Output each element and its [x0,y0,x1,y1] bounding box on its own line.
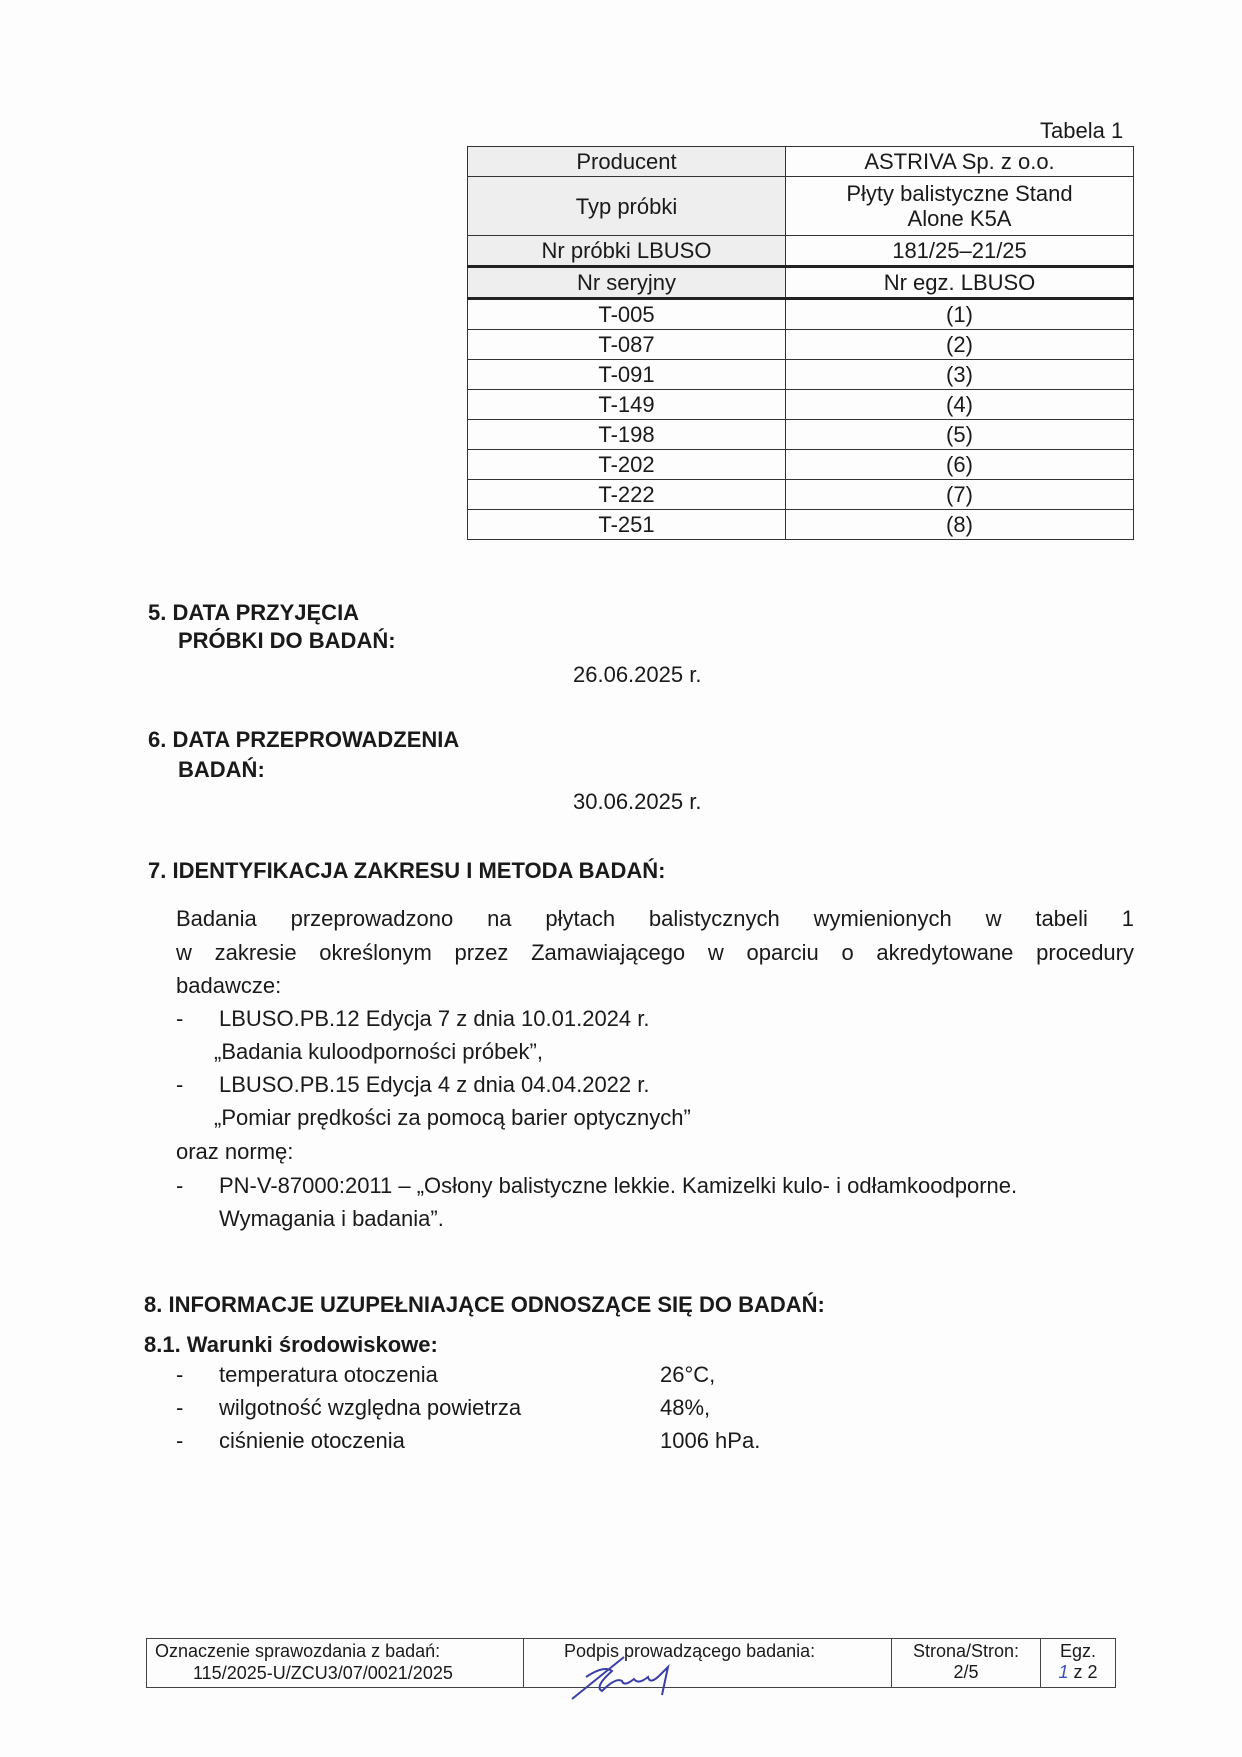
s7-item2-desc: „Pomiar prędkości za pomocą barier optycznych” [214,1105,691,1130]
s5-value: 26.06.2025 r. [573,662,702,687]
s7-oraz: oraz normę: [176,1139,294,1164]
dash: - [176,1072,184,1097]
egz-cell: (7) [786,480,1134,510]
s7-item1-desc: „Badania kuloodporności próbek”, [214,1039,543,1064]
serial-cell: T-005 [468,299,786,330]
typ-value: Płyty balistyczne Stand Alone K5A [786,177,1134,236]
egz-cell: (8) [786,510,1134,540]
s7-item1: LBUSO.PB.12 Edycja 7 z dnia 10.01.2024 r. [219,1006,650,1031]
s6-title-2: BADAŃ: [178,757,265,782]
egz-cell: (4) [786,390,1134,420]
dash: - [176,1006,184,1031]
col-header-egz: Nr egz. LBUSO [786,267,1134,299]
report-label: Oznaczenie sprawozdania z badań: [155,1641,441,1661]
egz-cell: (3) [786,360,1134,390]
report-number: 115/2025-U/ZCU3/07/0021/2025 [193,1663,453,1683]
producent-label: Producent [468,147,786,177]
copy-label: Egz. [1059,1641,1097,1661]
s5-title-2: PRÓBKI DO BADAŃ: [178,628,396,653]
serial-cell: T-251 [468,510,786,540]
egz-cell: (2) [786,330,1134,360]
footer-box [146,1638,1116,1688]
table-row [468,299,1134,330]
serial-cell: T-087 [468,330,786,360]
s5-title: 5. DATA PRZYJĘCIA [148,600,360,625]
s7-p1: Badania przeprowadzono na płytach balistycznych wymienionych w tabeli 1 [176,906,1134,931]
serial-cell: T-091 [468,360,786,390]
nr-probki-value: 181/25–21/25 [786,236,1134,267]
s7-p3: badawcze: [176,973,282,998]
table-caption: Tabela 1 [1040,118,1124,143]
s7-title: 7. IDENTYFIKACJA ZAKRESU I METODA BADAŃ: [148,858,666,883]
serial-cell: T-198 [468,420,786,450]
condition-label: ciśnienie otoczenia [219,1428,405,1453]
condition-value: 48%, [660,1395,711,1420]
typ-label: Typ próbki [468,177,786,236]
s8-subtitle: 8.1. Warunki środowiskowe: [144,1332,438,1357]
signature-label: Podpis prowadzącego badania: [564,1641,816,1661]
table-row [468,480,1134,510]
table-row [468,420,1134,450]
dash: - [176,1428,184,1453]
serial-cell: T-202 [468,450,786,480]
table-row [468,360,1134,390]
egz-cell: (6) [786,450,1134,480]
condition-label: wilgotność względna powietrza [219,1395,522,1420]
page-number: 2/5 [953,1662,979,1682]
nr-probki-label: Nr próbki LBUSO [468,236,786,267]
serial-cell: T-149 [468,390,786,420]
dash: - [176,1173,184,1198]
egz-cell: (5) [786,420,1134,450]
table-row [468,330,1134,360]
table-row [468,390,1134,420]
egz-cell: (1) [786,299,1134,330]
dash: - [176,1395,184,1420]
producent-value: ASTRIVA Sp. z o.o. [786,147,1134,177]
condition-value: 1006 hPa. [660,1428,761,1453]
signature-image [564,1647,694,1707]
s7-item3-desc: Wymagania i badania”. [219,1206,444,1231]
condition-value: 26°C, [660,1362,716,1387]
copy-number: 1 [1058,1662,1069,1682]
condition-label: temperatura otoczenia [219,1362,438,1387]
table-row [468,450,1134,480]
dash: - [176,1362,184,1387]
page-label: Strona/Stron: [912,1641,1020,1661]
s6-title: 6. DATA PRZEPROWADZENIA [148,727,460,752]
copy-total: z 2 [1073,1662,1098,1682]
s7-p2: w zakresie określonym przez Zamawiającego w oparciu o akredytowane procedury [176,940,1134,965]
s6-value: 30.06.2025 r. [573,789,702,814]
sample-table [467,146,1134,540]
serial-cell: T-222 [468,480,786,510]
s8-title: 8. INFORMACJE UZUPEŁNIAJĄCE ODNOSZĄCE SIĘ DO BADAŃ: [144,1292,825,1317]
col-header-serial: Nr seryjny [468,267,786,299]
s7-item3: PN-V-87000:2011 – „Osłony balistyczne lekkie. Kamizelki kulo- i odłamkoodporne. [219,1173,1018,1198]
s7-item2: LBUSO.PB.15 Edycja 4 z dnia 04.04.2022 r. [219,1072,650,1097]
table-row [468,510,1134,540]
